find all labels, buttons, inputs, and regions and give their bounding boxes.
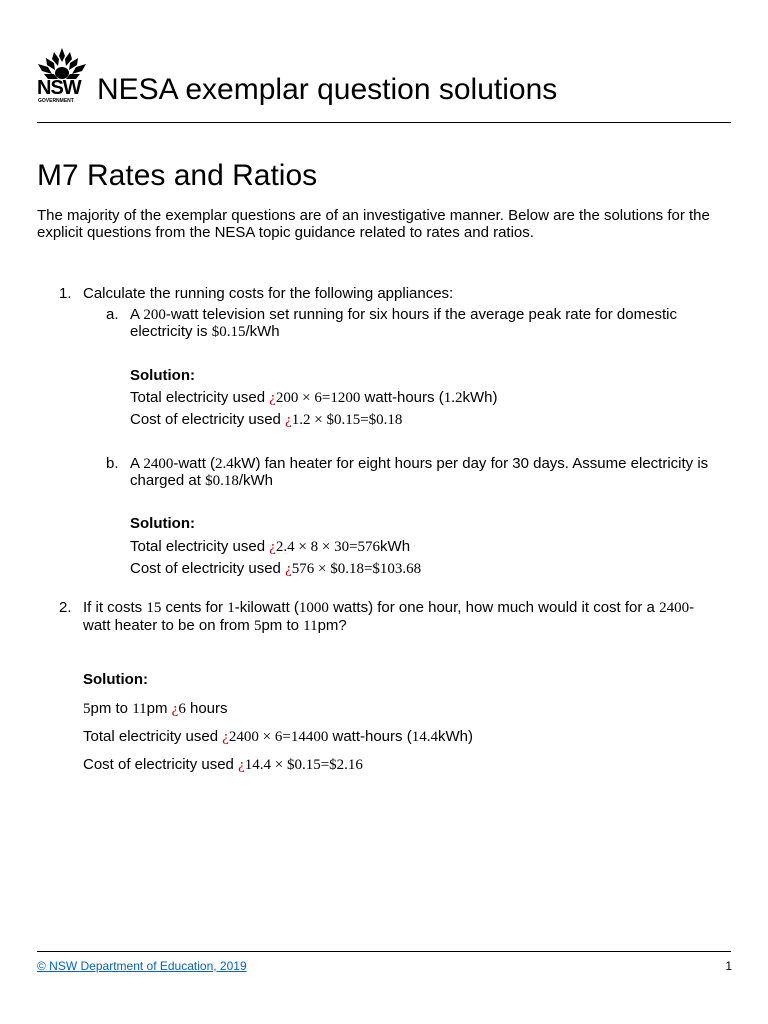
- question-1a-line-2: electricity is $0.15/kWh: [130, 323, 280, 340]
- intro-paragraph: The majority of the exemplar questions are of an investigative manner. Below are the solutions for the explicit questions from the NESA topic guidance related to rates and ratios.: [37, 207, 710, 241]
- question-2-line-2: watt heater to be on from 5pm to 11pm?: [83, 617, 347, 634]
- question-2-solution-line-1: 5pm to 11pm ¿6 hours: [83, 700, 228, 717]
- question-2-solution-line-2: Total electricity used ¿2400 × 6=14400 watt-hours (14.4kWh): [83, 728, 473, 745]
- footer-divider: [37, 951, 731, 952]
- question-1a-label: a.: [106, 306, 119, 323]
- question-1b-line-1: A 2400-watt (2.4kW) fan heater for eight hours per day for 30 days. Assume electricity is: [130, 455, 709, 472]
- copyright-link[interactable]: © NSW Department of Education, 2019: [37, 959, 247, 973]
- question-1-number: 1.: [59, 285, 72, 302]
- question-2-line-1: If it costs 15 cents for 1-kilowatt (1000 watts) for one hour, how much would it cost for a 2400-: [83, 599, 695, 616]
- page-title: M7 Rates and Ratios: [37, 159, 318, 192]
- logo-subtext: GOVERNMENT: [38, 98, 74, 104]
- question-1a-line-1: A 200-watt television set running for six hours if the average peak rate for domestic: [130, 306, 677, 323]
- question-1b-solution-line-2: Cost of electricity used ¿576 × $0.18=$103.68: [130, 560, 422, 577]
- question-1a-solution-label: Solution:: [130, 367, 195, 384]
- question-1b-line-2: charged at $0.18/kWh: [130, 472, 273, 489]
- question-1a-solution-line-1: Total electricity used ¿200 × 6=1200 watt-hours (1.2kWh): [130, 389, 498, 406]
- question-2-number: 2.: [59, 599, 72, 616]
- header-title: NESA exemplar question solutions: [97, 73, 558, 106]
- logo-text: NSW: [37, 77, 81, 99]
- page-number: 1: [725, 959, 732, 973]
- header-divider: [37, 122, 731, 123]
- question-1a-solution-line-2: Cost of electricity used ¿1.2 × $0.15=$0.18: [130, 411, 403, 428]
- question-2-solution-label: Solution:: [83, 671, 148, 688]
- question-1-text: Calculate the running costs for the following appliances:: [83, 285, 454, 302]
- question-1b-solution-label: Solution:: [130, 515, 195, 532]
- question-1b-solution-line-1: Total electricity used ¿2.4 × 8 × 30=576kWh: [130, 538, 411, 555]
- question-2-solution-line-3: Cost of electricity used ¿14.4 × $0.15=$2.16: [83, 756, 363, 773]
- question-1b-label: b.: [106, 455, 119, 472]
- nsw-government-logo: [36, 46, 90, 106]
